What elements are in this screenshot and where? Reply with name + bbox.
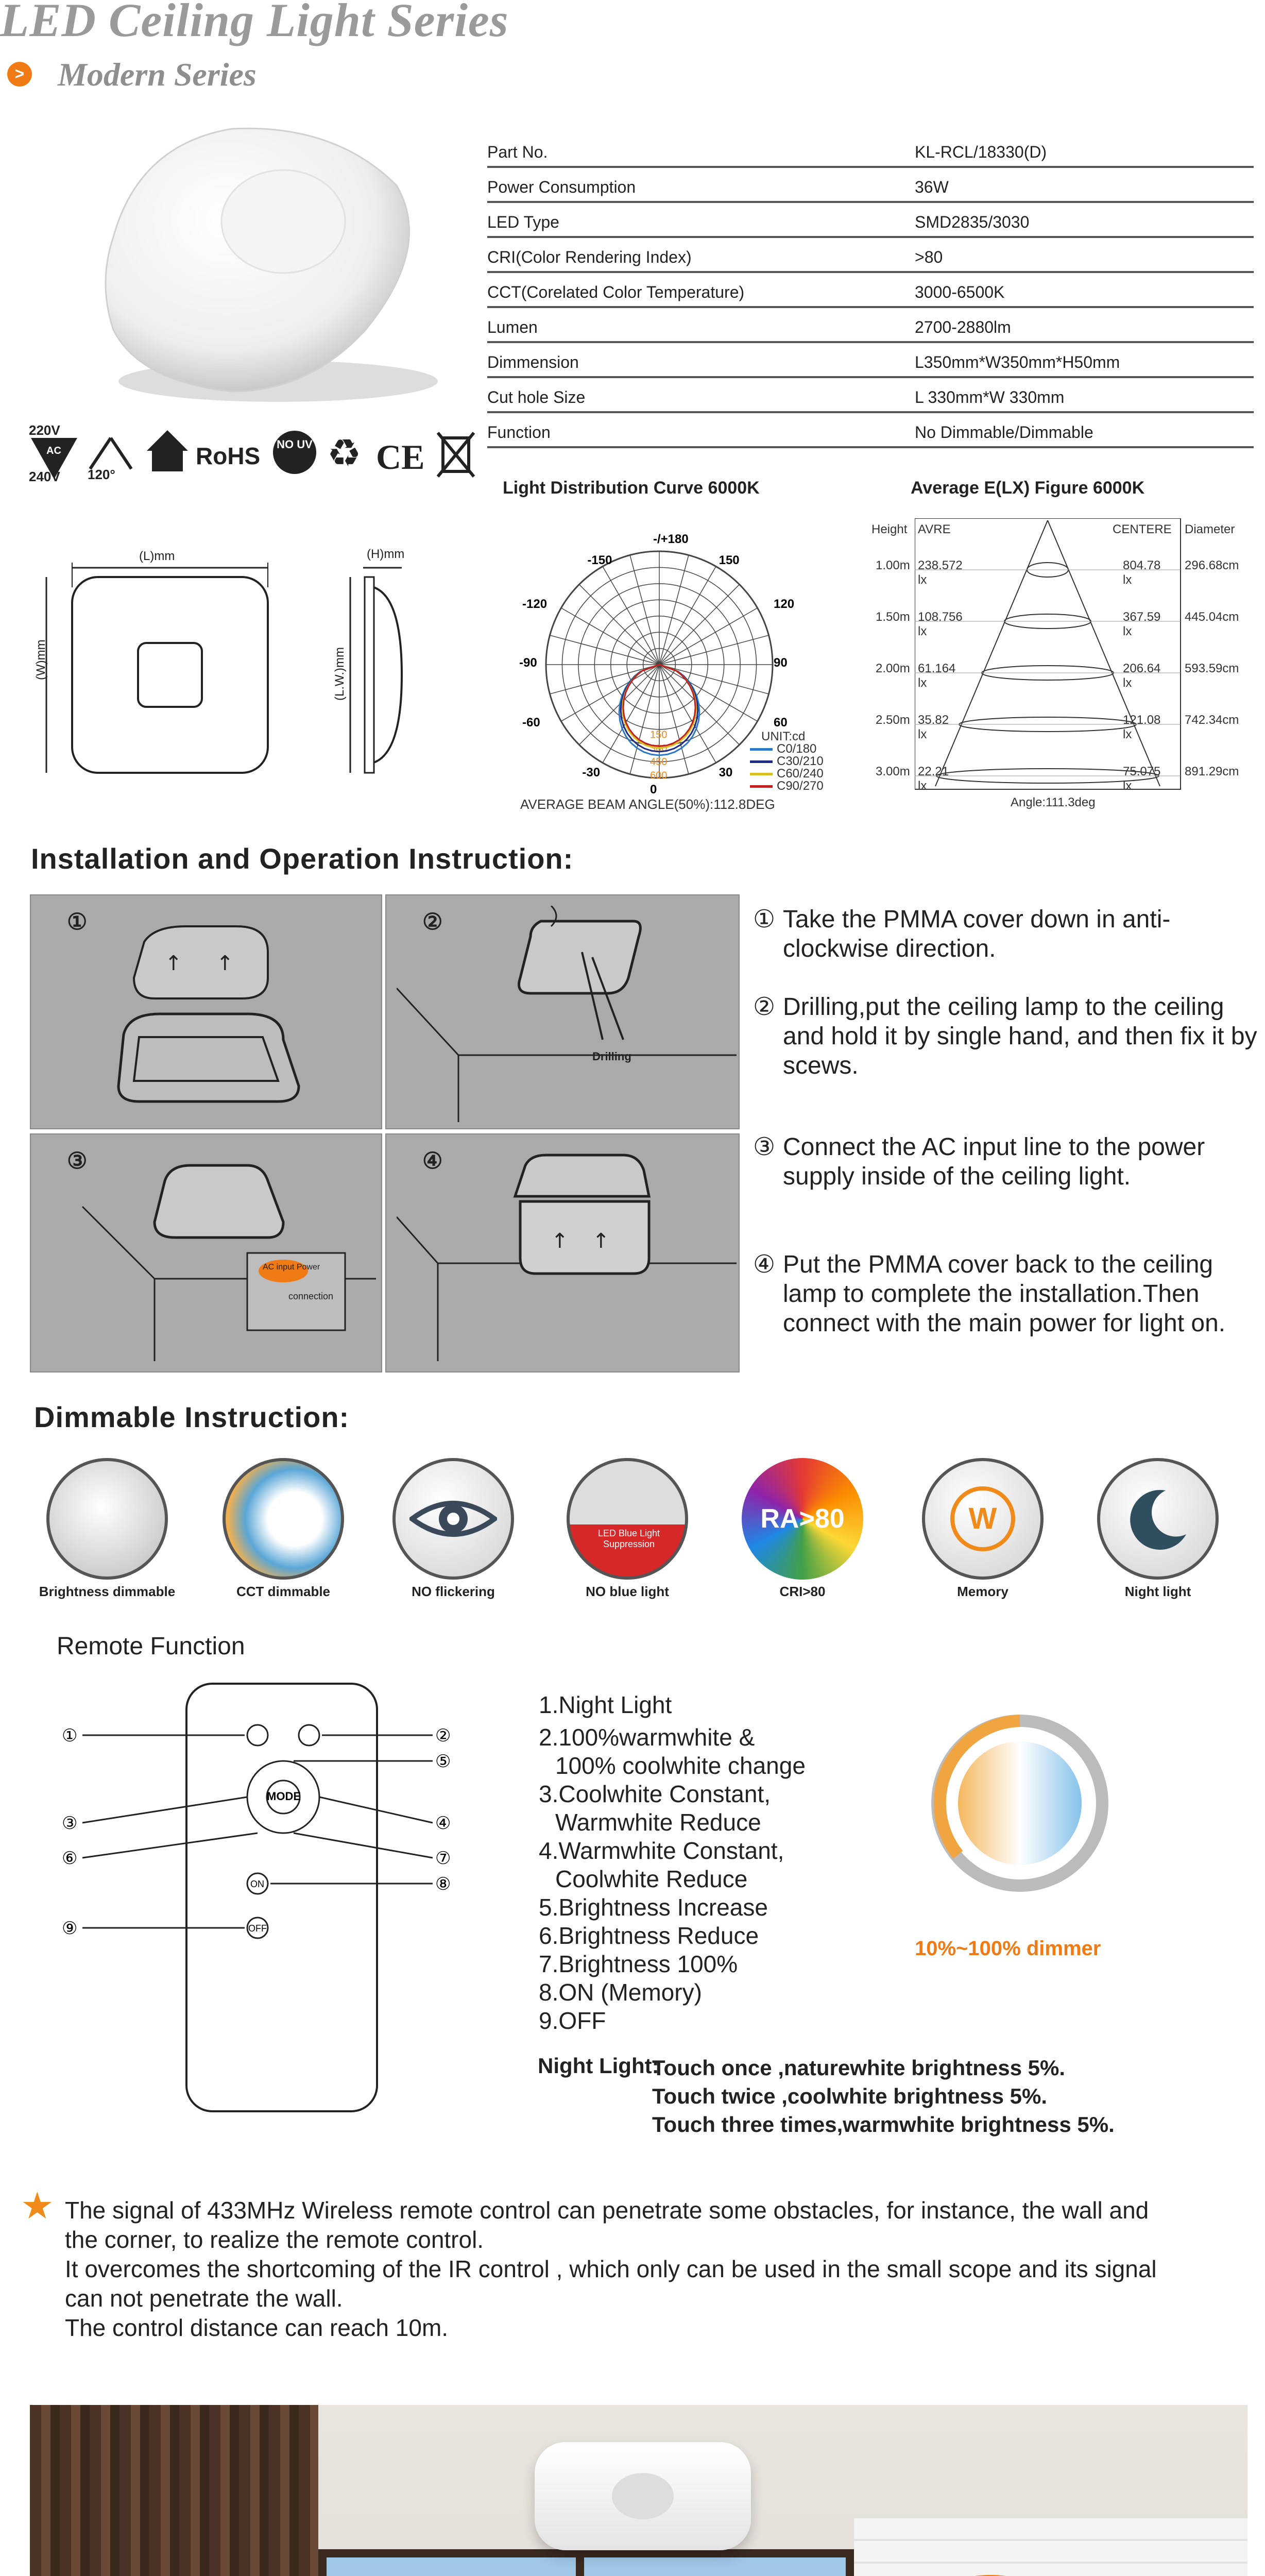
feature-cri xyxy=(742,1458,863,1599)
spec-row xyxy=(487,308,1254,343)
feature-no-blue xyxy=(567,1458,688,1599)
install-panel-3 xyxy=(30,1133,382,1372)
svg-text:↑: ↑ xyxy=(165,952,182,975)
polar-spoke xyxy=(630,555,659,665)
illum-avre: 108.756 lx xyxy=(918,610,963,638)
polar-spoke xyxy=(659,566,716,665)
panel-number: ② xyxy=(422,909,443,935)
feature-label: NO blue light xyxy=(586,1584,669,1599)
polar-angle-label: -30 xyxy=(582,766,601,780)
panel-number: ③ xyxy=(67,1148,88,1174)
polar-spoke xyxy=(659,608,758,665)
illum-avre: 238.572 lx xyxy=(918,558,963,587)
illum-angle: Angle:111.3deg xyxy=(1011,795,1096,809)
callout-3: ③ xyxy=(62,1813,78,1834)
illum-center: 367.59 lx xyxy=(1123,610,1161,638)
night-line: Touch three times,warmwhite brightness 5%. xyxy=(652,2112,1115,2137)
beam-angle-caption: AVERAGE BEAM ANGLE(50%):112.8DEG xyxy=(520,796,775,812)
spec-value: 3000-6500K xyxy=(915,283,1005,301)
illum-title: Average E(LX) Figure 6000K xyxy=(911,478,1145,498)
ceiling-lamp xyxy=(535,2442,751,2550)
white-panel-wall xyxy=(854,2518,1247,2576)
function-item: 8.ON (Memory) xyxy=(539,1979,702,2006)
weee-bin-icon xyxy=(433,428,479,479)
polar-angle-label: 0 xyxy=(650,783,657,796)
callout-2: ② xyxy=(435,1725,451,1746)
illum-avre: 35.82 lx xyxy=(918,713,949,741)
wireless-note xyxy=(65,2196,1260,2343)
callout-8: ⑧ xyxy=(435,1874,451,1894)
polar-angle-label: -120 xyxy=(522,597,548,611)
spec-row xyxy=(487,203,1254,238)
spec-key: Power Consumption xyxy=(487,178,636,196)
polar-spoke xyxy=(579,584,659,665)
spec-key: Function xyxy=(487,423,551,442)
function-item: 3.Coolwhite Constant, xyxy=(539,1781,771,1807)
spec-key: Part No. xyxy=(487,143,548,161)
beam-angle-label: 120° xyxy=(88,467,115,482)
spec-value: L350mm*W350mm*H50mm xyxy=(915,353,1120,371)
cct-dimmable-icon xyxy=(223,1458,344,1580)
legend-swatch xyxy=(750,748,773,751)
legend-swatch xyxy=(750,785,773,788)
illum-col-diameter: Diameter xyxy=(1185,522,1235,536)
spec-key: CCT(Corelated Color Temperature) xyxy=(487,283,745,301)
drilling-illustration xyxy=(397,906,737,1122)
note-line: can not penetrate the wall. xyxy=(65,2285,343,2312)
polar-unit: UNIT:cd xyxy=(761,730,806,743)
function-item: 2.100%warmwhite & xyxy=(539,1724,755,1751)
certification-icons xyxy=(26,422,489,489)
callout-6: ⑥ xyxy=(62,1848,78,1869)
illum-center: 206.64 lx xyxy=(1123,662,1161,690)
night-light-label: Night Light: xyxy=(538,2054,659,2078)
callout-1: ① xyxy=(62,1725,78,1746)
install-panel-1 xyxy=(30,894,382,1129)
step-number: ④ xyxy=(753,1251,776,1278)
install-step-4 xyxy=(753,1250,1263,1338)
cover-install-illustration xyxy=(397,1145,737,1361)
spec-row xyxy=(487,413,1254,448)
polar-angle-label: 120 xyxy=(774,597,795,611)
feature-no-flicker xyxy=(392,1458,514,1599)
home-icon xyxy=(144,428,191,474)
wiring-illustration xyxy=(41,1145,376,1361)
callout-5: ⑤ xyxy=(435,1751,451,1772)
polar-spoke xyxy=(603,566,659,665)
illum-height: 2.50m xyxy=(876,713,910,727)
dim-h-label: (H)mm xyxy=(367,547,405,561)
install-step-2 xyxy=(753,992,1263,1080)
spec-row xyxy=(487,343,1254,378)
callout-7: ⑦ xyxy=(435,1848,451,1869)
spec-value: 36W xyxy=(915,178,949,196)
spec-key: Lumen xyxy=(487,318,538,336)
dim-l-label: (L)mm xyxy=(139,549,175,563)
svg-text:↑: ↑ xyxy=(592,1229,610,1253)
product-image xyxy=(77,113,438,422)
illum-height: 2.00m xyxy=(876,662,910,675)
ce-mark: CE xyxy=(376,437,425,477)
polar-angle-label: -/+180 xyxy=(653,532,689,546)
illum-height: 1.00m xyxy=(876,558,910,572)
illum-height: 1.50m xyxy=(876,610,910,624)
step-text: Take the PMMA cover down in anti-clockwise direction. xyxy=(783,906,1171,962)
illum-diameter: 891.29cm xyxy=(1185,765,1239,778)
dimmer-graphic xyxy=(927,1700,1113,1906)
callout-9: ⑨ xyxy=(62,1918,78,1939)
page-subtitle: Modern Series xyxy=(58,56,257,93)
polar-value-label: 300 xyxy=(650,742,668,754)
legend-swatch xyxy=(750,760,773,763)
feature-label: Night light xyxy=(1124,1584,1191,1599)
remote-heading: Remote Function xyxy=(57,1633,245,1660)
illum-height: 3.00m xyxy=(876,765,910,778)
on-label: ON xyxy=(250,1879,264,1889)
legend-item xyxy=(750,780,832,792)
feature-brightness xyxy=(39,1458,176,1599)
feature-label: Memory xyxy=(957,1584,1008,1599)
legend-label: C30/210 xyxy=(777,754,824,768)
install-panel-2 xyxy=(385,894,740,1129)
polar-value-label: 450 xyxy=(650,756,668,768)
note-line: the corner, to realize the remote control. xyxy=(65,2226,484,2253)
remote-function-list xyxy=(539,1691,806,2035)
rohs-mark: RoHS xyxy=(196,443,261,469)
spec-key: Dimmension xyxy=(487,353,579,371)
illum-diameter: 296.68cm xyxy=(1185,558,1239,572)
blue-light-suppression-icon xyxy=(567,1458,688,1580)
night-line: Touch twice ,coolwhite brightness 5%. xyxy=(652,2084,1047,2108)
legend-item xyxy=(750,755,832,768)
illum-diameter: 742.34cm xyxy=(1185,713,1239,727)
install-step-1 xyxy=(753,905,1263,963)
step-text: Put the PMMA cover back to the ceiling lamp to complete the installation.Then connect with the main power for light on. xyxy=(783,1251,1226,1337)
spec-row xyxy=(487,133,1254,168)
drilling-label: Drilling xyxy=(592,1050,631,1063)
spec-row xyxy=(487,378,1254,413)
mode-label: MODE xyxy=(267,1790,301,1803)
install-panel-4 xyxy=(385,1133,740,1372)
legend-label: C0/180 xyxy=(777,742,817,756)
dimmable-heading: Dimmable Instruction: xyxy=(34,1401,350,1433)
polar-angle-label: -150 xyxy=(587,553,612,567)
step-text: Drilling,put the ceiling lamp to the ceiling and hold it by single hand, and then fix it by scews. xyxy=(783,993,1257,1079)
illum-avre: 61.164 lx xyxy=(918,662,956,690)
polar-spoke xyxy=(659,555,689,665)
dim-lw-label: (L.W.)mm xyxy=(333,647,347,701)
dimension-drawing xyxy=(31,556,422,783)
dimmer-label: 10%~100% dimmer xyxy=(915,1937,1101,1960)
polar-spoke xyxy=(550,665,659,694)
panel-number: ④ xyxy=(422,1148,443,1174)
polar-spoke xyxy=(659,584,740,665)
step-number: ① xyxy=(753,906,776,933)
feature-inner-text: LED Blue Light Suppression xyxy=(597,1528,660,1549)
function-item: 6.Brightness Reduce xyxy=(539,1922,759,1949)
callout-4: ④ xyxy=(435,1813,451,1834)
voltage-bottom: 240V xyxy=(29,469,60,484)
brightness-dimmable-icon xyxy=(46,1458,168,1580)
feature-label: Brightness dimmable xyxy=(39,1584,176,1599)
polar-angle-label: 150 xyxy=(719,553,740,567)
wood-wall xyxy=(30,2405,318,2576)
spec-value: 2700-2880lm xyxy=(915,318,1011,336)
function-item: 4.Warmwhite Constant, xyxy=(539,1837,784,1864)
note-line: It overcomes the shortcoming of the IR control , which only can be used in the small scope and its signal xyxy=(65,2256,1157,2282)
polar-spoke xyxy=(561,665,659,721)
spec-key: LED Type xyxy=(487,213,559,231)
spec-key: Cut hole Size xyxy=(487,388,586,406)
off-label: OFF xyxy=(248,1923,267,1934)
legend-swatch xyxy=(750,773,773,775)
illum-center: 75.075 lx xyxy=(1123,765,1161,793)
install-step-3 xyxy=(753,1132,1263,1191)
illum-diameter: 593.59cm xyxy=(1185,662,1239,675)
window-view xyxy=(318,2549,854,2576)
polar-angle-label: -90 xyxy=(519,656,537,670)
voltage-top: 220V xyxy=(29,422,60,438)
cover-removal-illustration xyxy=(113,921,309,1117)
illum-col-height: Height xyxy=(871,522,908,536)
polar-spoke xyxy=(550,635,659,665)
panel-number: ① xyxy=(67,909,88,935)
spec-row xyxy=(487,168,1254,203)
polar-spoke xyxy=(659,635,769,665)
function-item: Warmwhite Reduce xyxy=(555,1809,761,1836)
illum-avre: 22.21 lx xyxy=(918,765,949,793)
spec-value: KL-RCL/18330(D) xyxy=(915,143,1047,161)
night-light-lines xyxy=(652,2054,1115,2139)
polar-value-label: 150 xyxy=(650,729,668,741)
spec-value: L 330mm*W 330mm xyxy=(915,388,1065,406)
polar-value-label: 600 xyxy=(650,770,668,782)
note-line: The control distance can reach 10m. xyxy=(65,2314,449,2341)
voltage-ac: AC xyxy=(46,445,61,456)
polar-spoke xyxy=(659,665,758,721)
spec-value: SMD2835/3030 xyxy=(915,213,1030,231)
feature-memory xyxy=(922,1458,1044,1599)
spec-value: >80 xyxy=(915,248,943,266)
star-icon: ★ xyxy=(21,2185,54,2227)
legend-item xyxy=(750,743,832,755)
note-line: The signal of 433MHz Wireless remote control can penetrate some obstacles, for instance, the wall and xyxy=(65,2197,1149,2224)
recycle-icon: ♻ xyxy=(327,432,362,474)
polar-spoke xyxy=(561,608,659,665)
legend-label: C60/240 xyxy=(777,767,824,781)
polar-legend xyxy=(750,743,832,792)
step-number: ③ xyxy=(753,1133,776,1161)
moon-icon xyxy=(1097,1458,1219,1580)
legend-label: C90/270 xyxy=(777,779,824,793)
illum-diameter: 445.04cm xyxy=(1185,610,1239,624)
connection-label: connection xyxy=(288,1291,334,1301)
no-uv-icon: NO UV xyxy=(273,431,316,474)
feature-icons xyxy=(0,1458,1265,1613)
ac-input-label: AC input Power xyxy=(263,1263,320,1272)
polar-angle-label: 60 xyxy=(774,716,788,730)
dim-w-label: (W)mm xyxy=(34,639,48,680)
function-item: 100% coolwhite change xyxy=(555,1752,806,1779)
function-item: 9.OFF xyxy=(539,2007,606,2034)
night-line: Touch once ,naturewhite brightness 5%. xyxy=(652,2056,1065,2080)
polar-spoke xyxy=(659,665,769,694)
step-number: ② xyxy=(753,993,776,1021)
memory-bulb-icon xyxy=(922,1458,1044,1580)
spec-key: CRI(Color Rendering Index) xyxy=(487,248,692,266)
illum-col-centere: CENTERE xyxy=(1113,522,1172,536)
eye-icon xyxy=(392,1458,514,1580)
svg-text:↑: ↑ xyxy=(551,1229,569,1253)
polar-angle-label: -60 xyxy=(522,716,540,730)
legend-item xyxy=(750,768,832,780)
feature-label: CRI>80 xyxy=(779,1584,826,1599)
function-item: Coolwhite Reduce xyxy=(555,1866,748,1892)
feature-inner-text: RA>80 xyxy=(760,1504,845,1534)
install-heading: Installation and Operation Instruction: xyxy=(31,842,574,875)
illum-center: 121.08 lx xyxy=(1123,713,1161,741)
step-text: Connect the AC input line to the power supply inside of the ceiling light. xyxy=(783,1133,1205,1190)
function-item: 5.Brightness Increase xyxy=(539,1894,768,1921)
function-item: 1.Night Light xyxy=(539,1691,672,1718)
feature-label: NO flickering xyxy=(412,1584,495,1599)
cri-icon xyxy=(742,1458,863,1580)
spec-value: No Dimmable/Dimmable xyxy=(915,423,1093,442)
illum-col-avre: AVRE xyxy=(918,522,951,536)
feature-night xyxy=(1097,1458,1219,1599)
polar-title: Light Distribution Curve 6000K xyxy=(503,478,760,498)
feature-cct xyxy=(223,1458,344,1599)
function-item: 7.Brightness 100% xyxy=(539,1951,738,1977)
lamp-center xyxy=(612,2473,674,2519)
feature-inner-text: W xyxy=(950,1486,1015,1551)
window-frame xyxy=(576,2549,584,2576)
polar-angle-label: 90 xyxy=(774,656,788,670)
spec-row xyxy=(487,238,1254,273)
polar-angle-label: 30 xyxy=(719,766,733,780)
feature-label: CCT dimmable xyxy=(236,1584,331,1599)
illum-center: 804.78 lx xyxy=(1123,558,1161,587)
section-bullet-icon: > xyxy=(7,62,32,87)
remote-diagram xyxy=(52,1679,505,2122)
page-title: LED Ceiling Light Series xyxy=(0,0,509,46)
room-scene-image xyxy=(30,2405,1247,2576)
svg-text:↑: ↑ xyxy=(216,952,234,975)
spec-row xyxy=(487,273,1254,308)
spec-table xyxy=(487,133,1254,448)
